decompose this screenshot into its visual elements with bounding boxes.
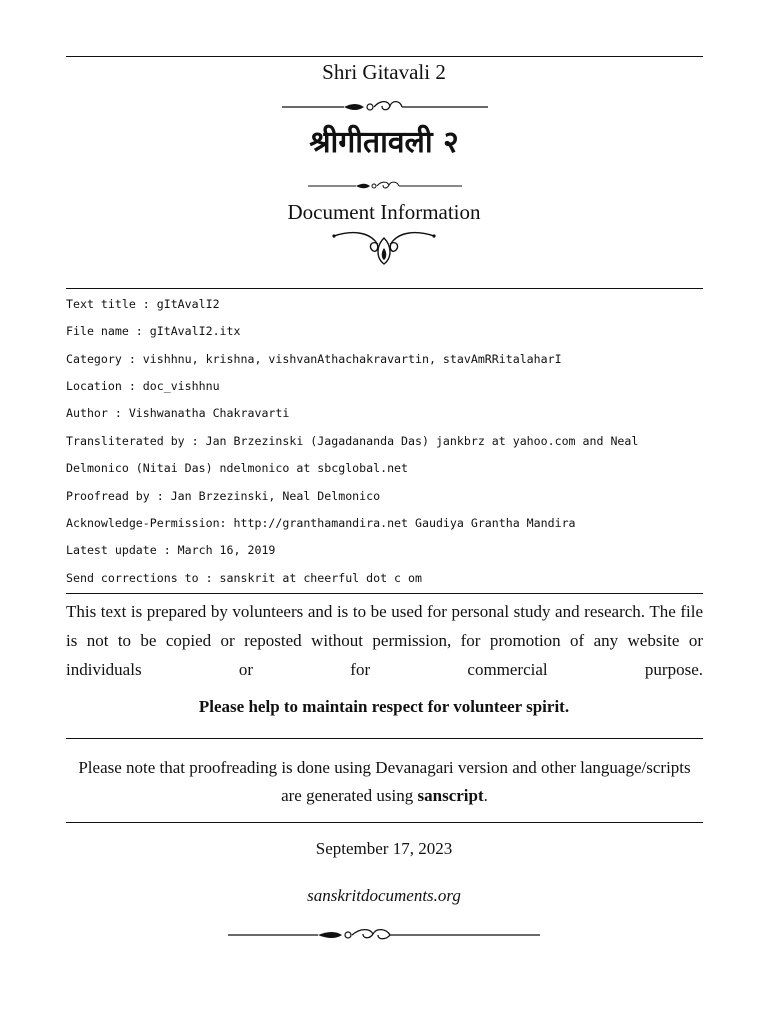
title-english: Shri Gitavali 2 [322, 60, 446, 84]
ornament-divider-1 [282, 100, 488, 114]
metadata-file-name: File name : gItAvalI2.itx [66, 324, 241, 338]
proof-rule [66, 822, 703, 823]
sanscript-tool-name: sanscript [417, 786, 484, 805]
metadata-top-rule [66, 288, 703, 289]
metadata-bottom-rule [66, 593, 703, 594]
metadata-proofread-by: Proofread by : Jan Brzezinski, Neal Delmonico [66, 489, 381, 503]
title-devanagari: श्रीगीतावली २ [309, 125, 459, 160]
website-name: sanskritdocuments.org [307, 886, 461, 905]
document-date: September 17, 2023 [315, 839, 453, 858]
metadata-location: Location : doc_vishhnu [66, 379, 220, 393]
metadata-text-title: Text title : gItAvalI2 [66, 297, 220, 311]
proofreading-note-end: . [483, 786, 488, 805]
respect-line: Please help to maintain respect for volunteer spirit. [198, 697, 570, 716]
respect-rule [66, 738, 703, 739]
metadata-send-corrections: Send corrections to : sanskrit at cheerful dot c om [66, 571, 422, 585]
metadata-author: Author : Vishwanatha Chakravarti [66, 406, 290, 420]
proofreading-note [66, 754, 703, 810]
metadata-transliterated-by-cont: Delmonico (Nitai Das) ndelmonico at sbcglobal.net [66, 461, 409, 475]
ornament-divider-bottom [228, 928, 540, 942]
proofreading-note-text: Please note that proofreading is done using Devanagari version and other language/scripts are generated using [78, 758, 691, 805]
metadata-transliterated-by: Transliterated by : Jan Brzezinski (Jagadananda Das) jankbrz at yahoo.com and Neal [66, 434, 639, 448]
usage-notice: This text is prepared by volunteers and is to be used for personal study and research. The file is not to be copied or reposted without permission, for promotion of any website or individuals or for commercial purpose. [66, 602, 703, 679]
metadata-acknowledge-permission: Acknowledge-Permission: http://granthamandira.net Gaudiya Grantha Mandira [66, 516, 576, 530]
top-rule [66, 56, 703, 57]
section-heading: Document Information [287, 200, 481, 224]
metadata-latest-update: Latest update : March 16, 2019 [66, 543, 276, 557]
ornament-flourish [332, 228, 436, 268]
metadata-category: Category : vishhnu, krishna, vishvanAthachakravartin, stavAmRRitalaharI [66, 352, 562, 366]
ornament-divider-2 [308, 181, 462, 191]
